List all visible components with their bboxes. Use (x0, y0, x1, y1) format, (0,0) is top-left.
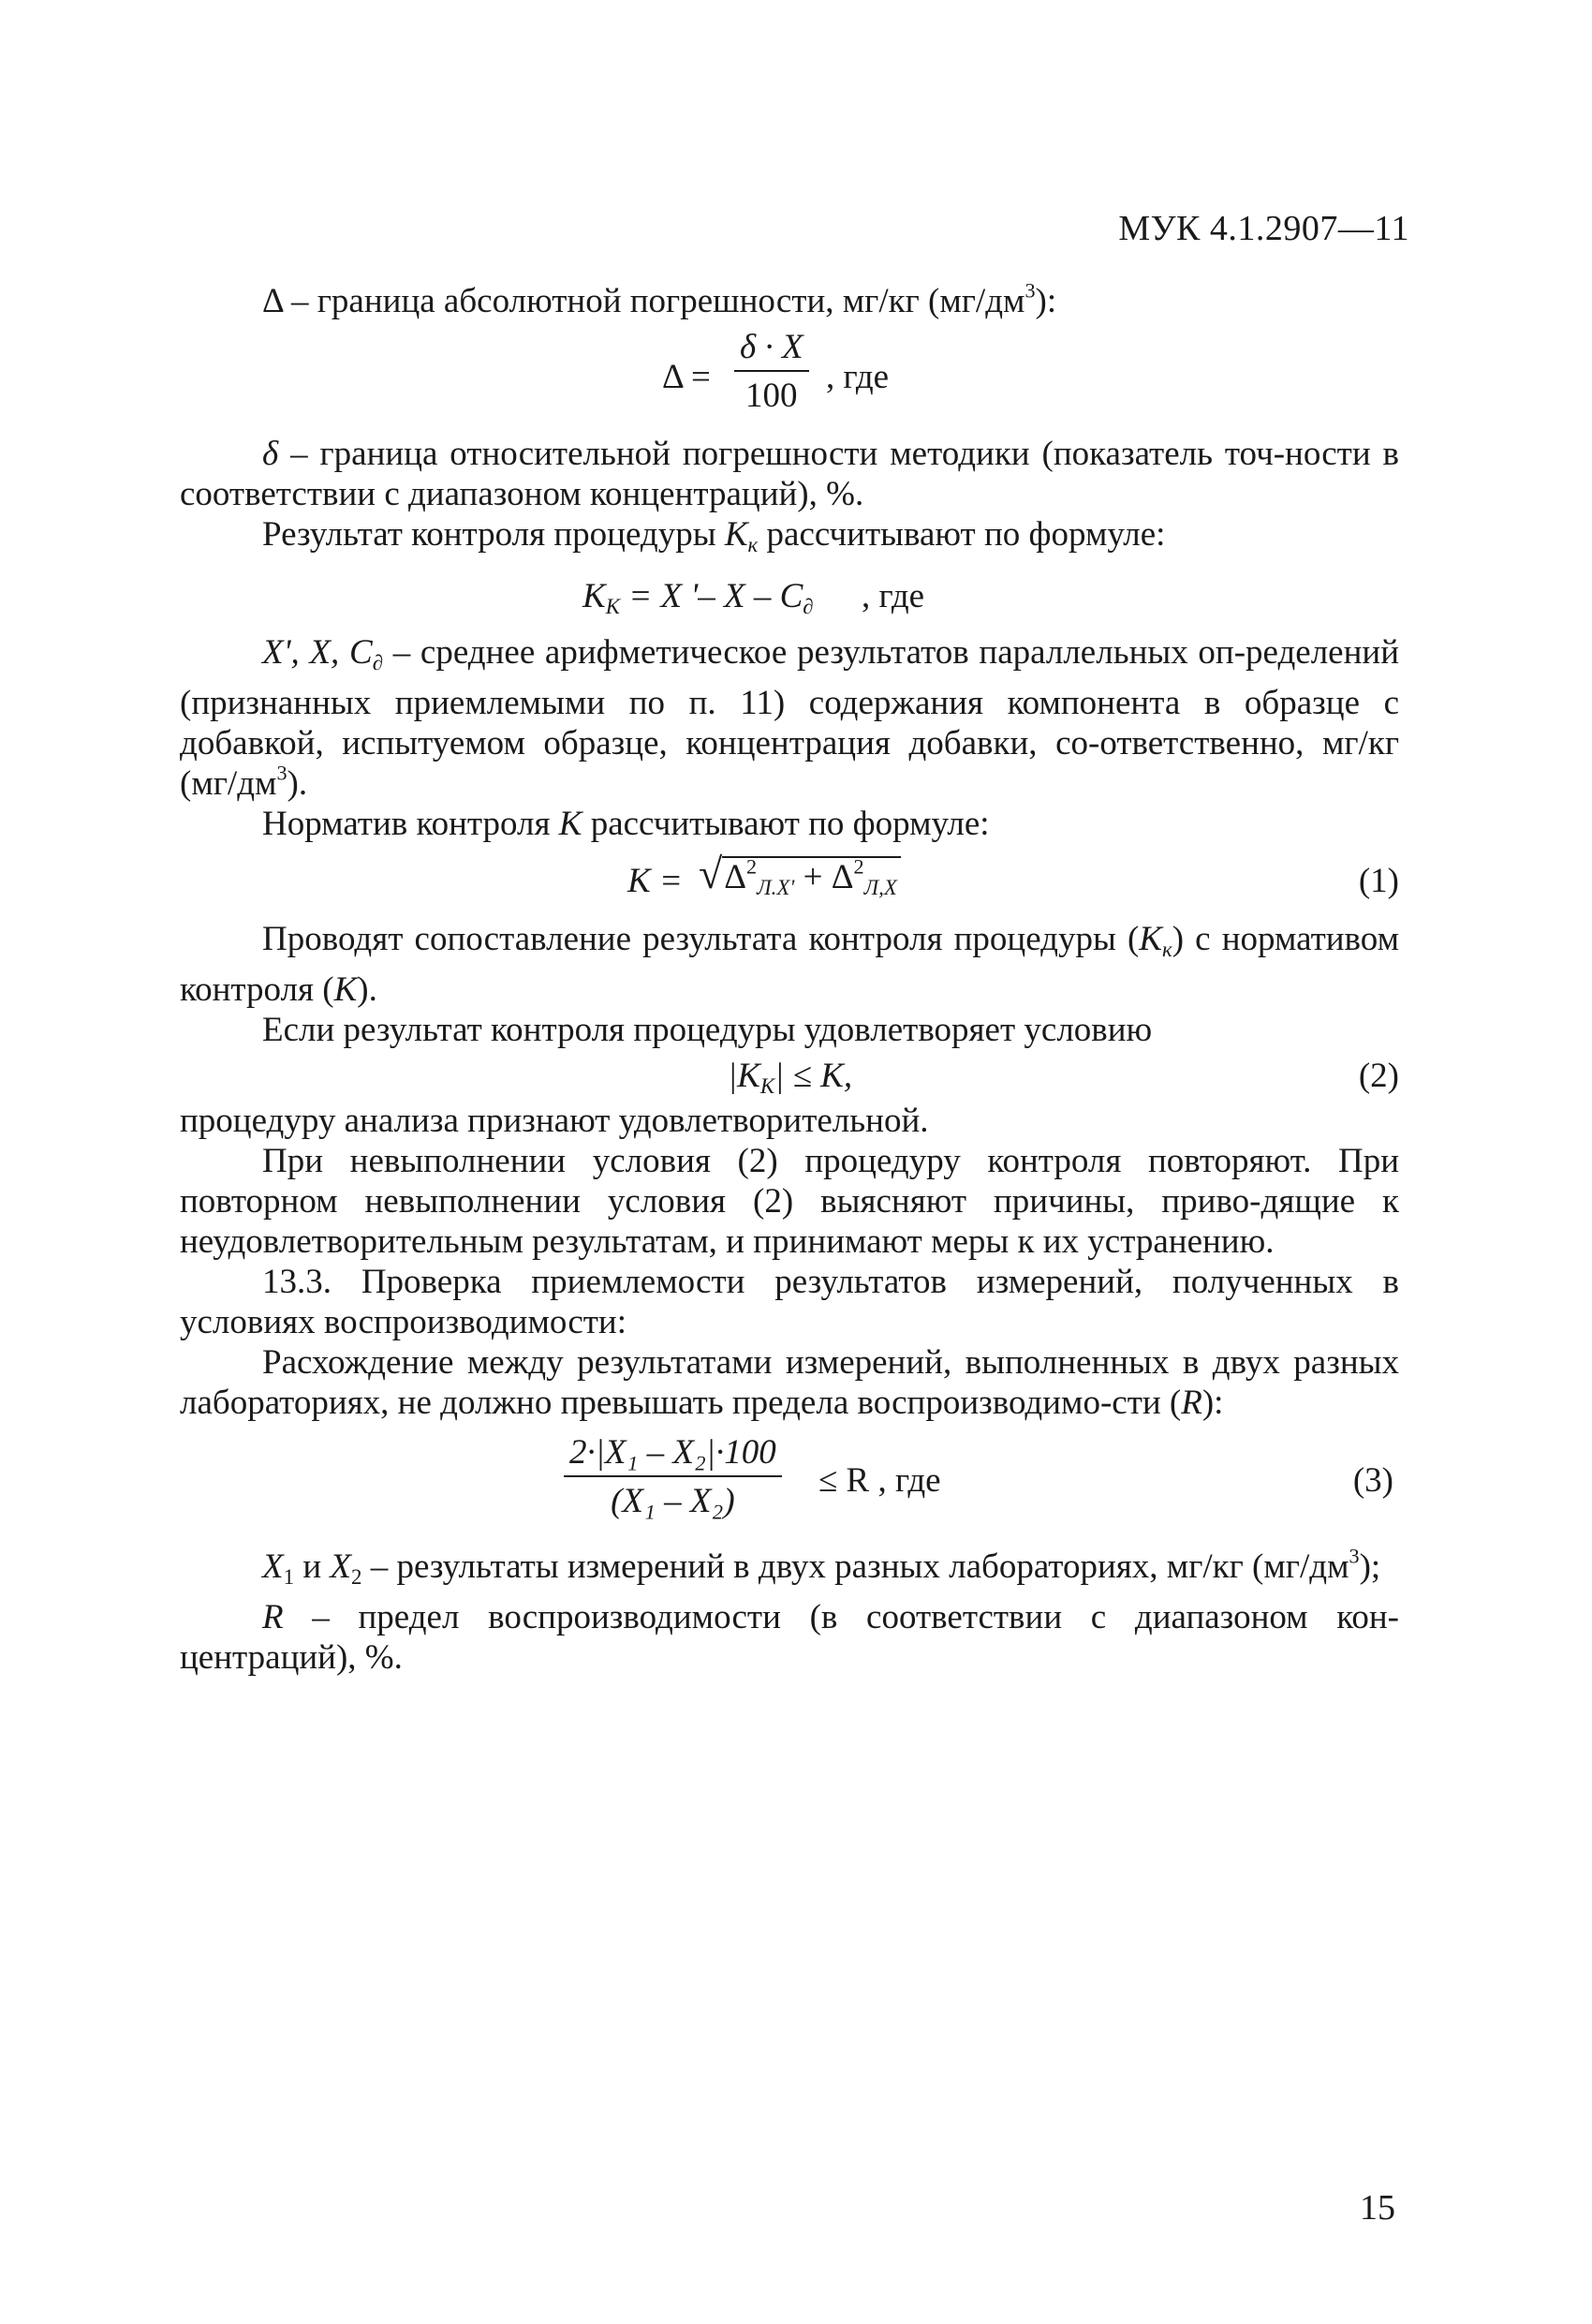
formula-kk-rhs: = X '– X – C (620, 576, 803, 615)
section-13-3: 13.3. Проверка приемлемости результатов измерений, полученных в условиях воспроизводимости: (180, 1262, 1399, 1341)
kk-intro-symbol: K (724, 515, 748, 554)
delta-definition (180, 278, 1399, 321)
formula-r-denominator: (X₁ – X₂) (611, 1481, 735, 1520)
x12-text: – результаты измерений в двух разных лабораториях, мг/кг (мг/дм (361, 1547, 1349, 1586)
x-definition-text: – среднее арифметическое результатов параллельных оп-ределений (признанных приемлемыми по п. 11) содержания компонента в образце с добавкой, испытуемом образце, концентрация добавки, со-ответственно, мг/кг (мг/дм (180, 632, 1400, 803)
x12-symbol-2: X (330, 1547, 351, 1586)
x12-symbol-1: X (262, 1547, 284, 1586)
k-intro-pre: Норматив контроля (262, 804, 559, 843)
x12-mid: и (294, 1547, 331, 1586)
delta-definition-sup: 3 (1024, 278, 1036, 303)
compare-end: ). (357, 970, 377, 1009)
difference-symbol: R (1181, 1383, 1202, 1422)
formula-delta (180, 325, 1399, 428)
formula-condition (180, 1052, 1399, 1099)
x-definition-end: ). (287, 763, 308, 803)
procedure-paragraph: процедуру анализа признают удовлетворительной. (180, 1101, 929, 1140)
formula-k-term2-sub: Л,X (863, 875, 897, 899)
formula-kk (180, 570, 1399, 623)
formula-r-fraction (564, 1430, 782, 1526)
x12-sup: 3 (1349, 1544, 1360, 1568)
formula-condition-sub: K (759, 1073, 775, 1098)
formula-kk-rhs-sub: ∂ (803, 594, 814, 618)
failure-paragraph: При невыполнении условия (2) процедуру контроля повторяют. При повторном невыполнении условия (2) выясняют причины, приво-дящие к неудовлетворительным результатам, и принимают меры к их устранению. (180, 1141, 1399, 1261)
difference-pre: Расхождение между результатами измерений, выполненных в двух разных лабораториях, не должно превышать предела воспроизводимо-сти ( (180, 1342, 1399, 1422)
document-code: МУК 4.1.2907—11 (1118, 209, 1409, 248)
formula-k-term1: Δ (724, 857, 747, 896)
kk-intro-sub: к (747, 532, 759, 556)
formula-kk-tail: , где (862, 576, 925, 615)
r-text: – предел воспроизводимости (в соответствии с диапазоном кон-центраций), %. (180, 1597, 1399, 1677)
formula-k-lhs: K = (627, 861, 683, 900)
compare-pre: Проводят сопоставление результата контроля процедуры ( (262, 919, 1140, 958)
k-intro (180, 804, 1399, 844)
x12-sub-1: 1 (283, 1564, 295, 1589)
formula-r-numerator: 2·|X₁ – X₂|·100 (564, 1430, 782, 1477)
x-definition (180, 632, 1399, 804)
x12-definition (180, 1544, 1399, 1597)
x12-sub-2: 2 (351, 1564, 362, 1589)
r-definition (180, 1597, 1399, 1678)
x12-end: ); (1359, 1547, 1381, 1586)
difference-end: ): (1201, 1383, 1224, 1422)
r-symbol: R (262, 1597, 284, 1636)
delta-definition-end: ): (1035, 282, 1057, 320)
k-intro-post: рассчитывают по формуле: (582, 804, 990, 843)
formula-k (180, 850, 1399, 910)
formula-kk-lhs-sub: K (605, 594, 620, 618)
difference-paragraph (180, 1342, 1399, 1423)
if-paragraph: Если результат контроля процедуры удовлетворяет условию (262, 1010, 1153, 1049)
formula-k-term1-sup: 2 (746, 854, 758, 879)
formula-k-term1-sub: Л.X' (757, 875, 795, 899)
formula-reproducibility (180, 1430, 1399, 1541)
formula-delta-tail: , где (826, 358, 890, 396)
equation-number-3: (3) (1352, 1460, 1393, 1500)
compare-symbol-sub: к (1161, 937, 1172, 961)
delta-relative-definition (180, 434, 1399, 514)
formula-k-sqrt (699, 849, 901, 908)
sqrt-icon: √ (699, 849, 723, 897)
kk-intro-post: рассчитывают по формуле: (758, 515, 1166, 554)
equation-number-1: (1) (1358, 861, 1399, 900)
formula-condition-body (728, 1056, 852, 1106)
formula-r-rhs: ≤ R , где (818, 1460, 941, 1500)
x-definition-sup: 3 (276, 761, 287, 785)
page-content (180, 278, 1400, 1678)
formula-delta-denominator: 100 (745, 377, 798, 415)
formula-k-term2: Δ (831, 857, 854, 896)
formula-delta-fraction (734, 325, 809, 421)
formula-condition-rhs: | ≤ K, (774, 1056, 853, 1095)
formula-k-plus: + (794, 857, 832, 896)
compare-symbol: K (1139, 919, 1162, 958)
formula-k-radicand (722, 854, 901, 899)
kk-intro (180, 514, 1399, 565)
k-intro-symbol: K (558, 804, 582, 843)
formula-k-term2-sup: 2 (853, 854, 864, 879)
equation-number-2: (2) (1358, 1056, 1399, 1095)
page-number: 15 (1360, 2188, 1395, 2228)
delta-relative-text: – граница относительной погрешности методики (показатель точ-ности в соответствии с диапазоном концентраций), %. (180, 435, 1399, 513)
compare-symbol-2: K (333, 970, 358, 1009)
compare-paragraph (180, 919, 1399, 1010)
formula-delta-lhs: Δ = (662, 358, 711, 396)
x-definition-symbols-sub: ∂ (372, 650, 384, 674)
x-definition-symbols: X', X, C (262, 632, 373, 672)
delta-relative-symbol: δ (262, 435, 279, 473)
compare-mid: ) с нормативом контроля ( (180, 919, 1399, 1009)
formula-delta-numerator: δ · X (734, 325, 809, 372)
formula-condition-lhs: |K (728, 1056, 760, 1095)
formula-kk-lhs: K (582, 576, 606, 615)
delta-definition-text: Δ – граница абсолютной погрешности, мг/кг (мг/дм (262, 282, 1025, 320)
formula-kk-body (582, 576, 814, 627)
kk-intro-pre: Результат контроля процедуры (262, 515, 725, 554)
